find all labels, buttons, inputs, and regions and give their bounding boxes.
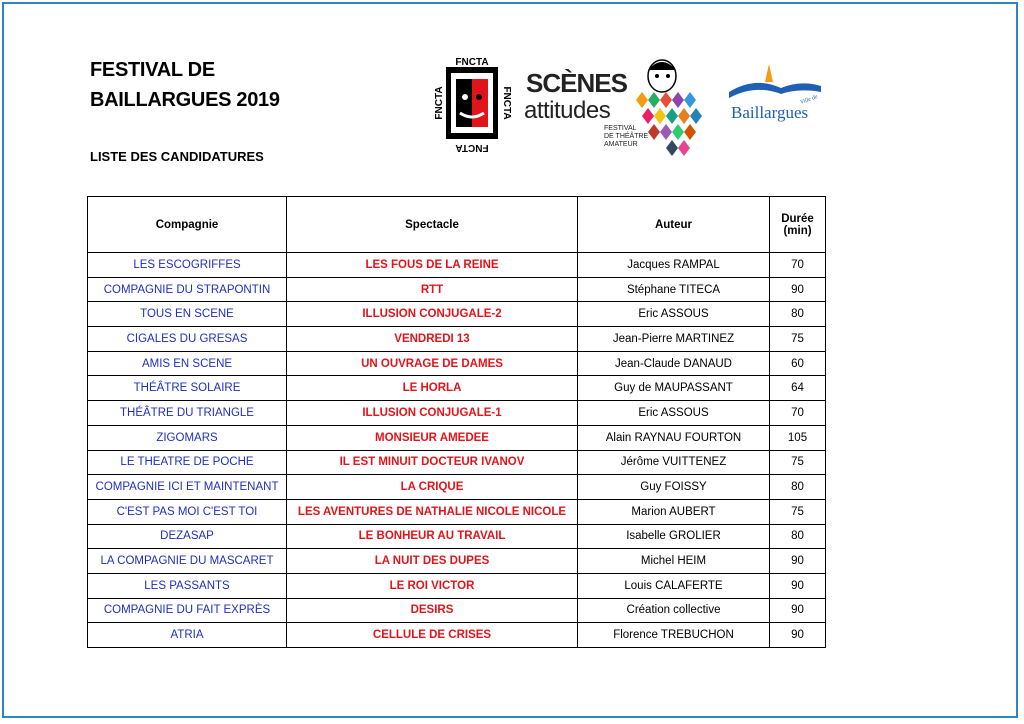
table-row — [88, 277, 826, 302]
cell-spectacle: RTT — [287, 277, 578, 302]
cell-duree: 80 — [770, 475, 826, 500]
cell-spectacle: LE BONHEUR AU TRAVAIL — [287, 524, 578, 549]
ville-baillargues-logo — [725, 62, 825, 126]
scenes-wordmark: SCÈNES — [526, 68, 627, 98]
cell-compagnie: TOUS EN SCENE — [88, 302, 287, 327]
cell-duree: 105 — [770, 425, 826, 450]
cell-spectacle: LES FOUS DE LA REINE — [287, 253, 578, 278]
table-row — [88, 253, 826, 278]
cell-auteur: Eric ASSOUS — [578, 401, 770, 426]
cell-auteur: Jérôme VUITTENEZ — [578, 450, 770, 475]
cell-auteur: Jean-Pierre MARTINEZ — [578, 327, 770, 352]
candidatures-table — [87, 196, 826, 648]
cell-duree: 75 — [770, 327, 826, 352]
fncta-top-text: FNCTA — [455, 57, 489, 68]
title-line-2: BAILLARGUES 2019 — [90, 89, 280, 111]
cell-auteur: Florence TREBUCHON — [578, 623, 770, 648]
table-row — [88, 573, 826, 598]
title-line-1: FESTIVAL DE — [90, 59, 215, 81]
flame-icon — [765, 64, 773, 82]
cell-compagnie: LE THEATRE DE POCHE — [88, 450, 287, 475]
cell-compagnie: LES ESCOGRIFFES — [88, 253, 287, 278]
cell-spectacle: LA NUIT DES DUPES — [287, 549, 578, 574]
cell-compagnie: ATRIA — [88, 623, 287, 648]
wave-icon — [729, 83, 821, 98]
cell-spectacle: IL EST MINUIT DOCTEUR IVANOV — [287, 450, 578, 475]
table-row — [88, 401, 826, 426]
page-subtitle: LISTE DES CANDIDATURES — [90, 149, 264, 164]
cell-duree: 70 — [770, 401, 826, 426]
cell-duree: 90 — [770, 598, 826, 623]
cell-duree: 80 — [770, 524, 826, 549]
cell-auteur: Création collective — [578, 598, 770, 623]
cell-spectacle: ILLUSION CONJUGALE-2 — [287, 302, 578, 327]
table-row — [88, 549, 826, 574]
cell-spectacle: LE ROI VICTOR — [287, 573, 578, 598]
fncta-bottom-text: FNCTA — [455, 142, 489, 153]
cell-auteur: Louis CALAFERTE — [578, 573, 770, 598]
cell-auteur: Marion AUBERT — [578, 499, 770, 524]
cell-duree: 90 — [770, 573, 826, 598]
cell-compagnie: LA COMPAGNIE DU MASCARET — [88, 549, 287, 574]
cell-spectacle: ILLUSION CONJUGALE-1 — [287, 401, 578, 426]
cell-compagnie: COMPAGNIE ICI ET MAINTENANT — [88, 475, 287, 500]
fncta-right-text: FNCTA — [501, 86, 512, 120]
cell-auteur: Michel HEIM — [578, 549, 770, 574]
header-duree-line2: (min) — [783, 224, 812, 237]
attitudes-wordmark: attitudes — [524, 97, 611, 124]
cell-auteur: Stéphane TITECA — [578, 277, 770, 302]
table-row — [88, 425, 826, 450]
fncta-left-text: FNCTA — [434, 86, 445, 120]
cell-auteur: Guy FOISSY — [578, 475, 770, 500]
cell-compagnie: C'EST PAS MOI C'EST TOI — [88, 499, 287, 524]
cell-auteur: Alain RAYNAU FOURTON — [578, 425, 770, 450]
harlequin-diamonds — [636, 92, 702, 156]
cell-duree: 64 — [770, 376, 826, 401]
theatre-tag: DE THÉÂTRE — [604, 133, 649, 140]
table-row — [88, 302, 826, 327]
cell-auteur: Jean-Claude DANAUD — [578, 351, 770, 376]
table-row — [88, 376, 826, 401]
cell-auteur: Eric ASSOUS — [578, 302, 770, 327]
cell-spectacle: MONSIEUR AMEDEE — [287, 425, 578, 450]
scenes-attitudes-logo — [522, 52, 720, 156]
cell-compagnie: THÉÂTRE DU TRIANGLE — [88, 401, 287, 426]
cell-duree: 90 — [770, 623, 826, 648]
cell-spectacle: CELLULE DE CRISES — [287, 623, 578, 648]
cell-auteur: Guy de MAUPASSANT — [578, 376, 770, 401]
cell-spectacle: DESIRS — [287, 598, 578, 623]
cell-duree: 75 — [770, 499, 826, 524]
page-title — [90, 55, 280, 115]
header-duree — [770, 197, 826, 253]
header-spectacle: Spectacle — [287, 197, 578, 253]
table-row — [88, 327, 826, 352]
cell-duree: 75 — [770, 450, 826, 475]
cell-duree: 90 — [770, 277, 826, 302]
table-row — [88, 499, 826, 524]
header-auteur: Auteur — [578, 197, 770, 253]
header-duree-line1: Durée — [781, 212, 814, 225]
cell-auteur: Isabelle GROLIER — [578, 524, 770, 549]
cell-duree: 60 — [770, 351, 826, 376]
table-row — [88, 351, 826, 376]
cell-compagnie: COMPAGNIE DU STRAPONTIN — [88, 277, 287, 302]
cell-compagnie: COMPAGNIE DU FAIT EXPRÈS — [88, 598, 287, 623]
baillargues-wordmark: Baillargues — [731, 103, 809, 122]
table-row — [88, 524, 826, 549]
amateur-tag: AMATEUR — [604, 141, 638, 148]
cell-spectacle: VENDREDI 13 — [287, 327, 578, 352]
cell-spectacle: LES AVENTURES DE NATHALIE NICOLE NICOLE — [287, 499, 578, 524]
table-row — [88, 598, 826, 623]
cell-compagnie: ZIGOMARS — [88, 425, 287, 450]
cell-duree: 90 — [770, 549, 826, 574]
cell-auteur: Jacques RAMPAL — [578, 253, 770, 278]
table-row — [88, 475, 826, 500]
cell-compagnie: THÉÂTRE SOLAIRE — [88, 376, 287, 401]
festival-tag: FESTIVAL — [604, 125, 637, 132]
cell-duree: 70 — [770, 253, 826, 278]
cell-compagnie: AMIS EN SCENE — [88, 351, 287, 376]
table-row — [88, 623, 826, 648]
fncta-logo — [432, 55, 512, 155]
table-row — [88, 450, 826, 475]
cell-spectacle: LE HORLA — [287, 376, 578, 401]
cell-duree: 80 — [770, 302, 826, 327]
cell-spectacle: LA CRIQUE — [287, 475, 578, 500]
cell-compagnie: CIGALES DU GRESAS — [88, 327, 287, 352]
cell-compagnie: DEZASAP — [88, 524, 287, 549]
ville-de-label: Ville de — [799, 94, 819, 106]
table-header-row — [88, 197, 826, 253]
header-compagnie: Compagnie — [88, 197, 287, 253]
cell-compagnie: LES PASSANTS — [88, 573, 287, 598]
cell-spectacle: UN OUVRAGE DE DAMES — [287, 351, 578, 376]
